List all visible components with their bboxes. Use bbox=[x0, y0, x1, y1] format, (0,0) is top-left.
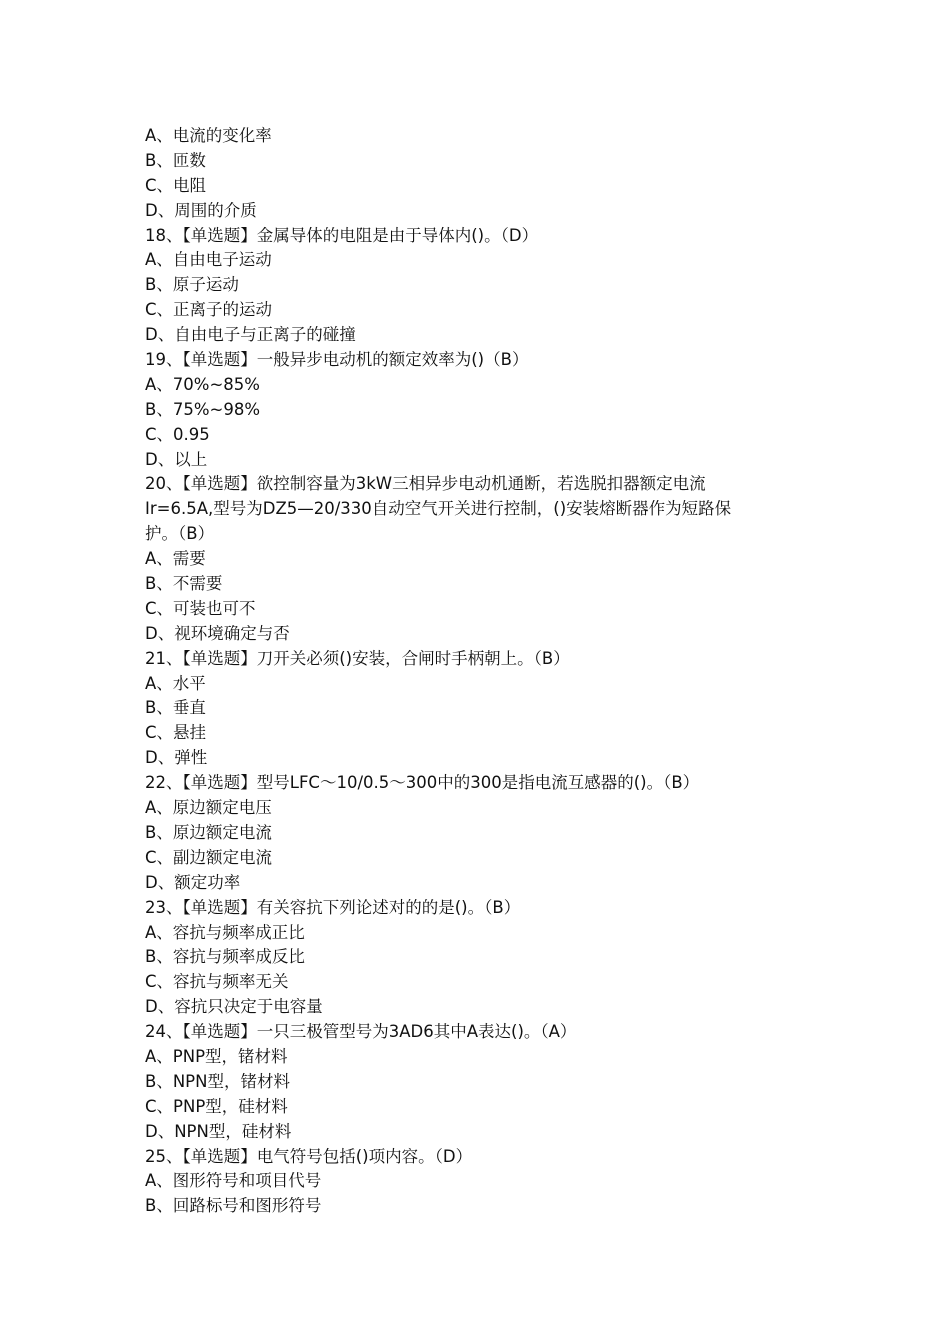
option-line: B、不需要 bbox=[145, 574, 223, 594]
option-line: D、自由电子与正离子的碰撞 bbox=[145, 325, 356, 345]
option-line: B、匝数 bbox=[145, 150, 206, 170]
option-line: A、需要 bbox=[145, 549, 206, 569]
option-line: A、水平 bbox=[145, 673, 206, 693]
option-line: B、容抗与频率成反比 bbox=[145, 947, 305, 967]
option-line: D、以上 bbox=[145, 449, 208, 469]
option-line: C、0.95 bbox=[145, 424, 210, 444]
option-line: D、额定功率 bbox=[145, 872, 241, 892]
option-line: A、70%~85% bbox=[145, 374, 260, 394]
option-line: B、75%~98% bbox=[145, 399, 260, 419]
option-line: C、正离子的运动 bbox=[145, 300, 273, 320]
option-line: C、悬挂 bbox=[145, 723, 207, 743]
option-line: D、视环境确定与否 bbox=[145, 623, 290, 643]
question-line: 25、【单选题】电气符号包括()项内容。（D） bbox=[145, 1146, 473, 1166]
option-line: B、原子运动 bbox=[145, 275, 239, 295]
option-line: A、PNP型，锗材料 bbox=[145, 1046, 288, 1066]
option-line: A、图形符号和项目代号 bbox=[145, 1171, 322, 1191]
option-line: C、容抗与频率无关 bbox=[145, 972, 289, 992]
option-line: D、容抗只决定于电容量 bbox=[145, 997, 323, 1017]
question-line: 22、【单选题】型号LFC～10/0.5～300中的300是指电流互感器的()。（B） bbox=[145, 773, 700, 793]
question-line: 19、【单选题】一般异步电动机的额定效率为()（B） bbox=[145, 350, 529, 370]
option-line: C、副边额定电流 bbox=[145, 847, 273, 867]
question-line: 18、【单选题】金属导体的电阻是由于导体内()。（D） bbox=[145, 225, 539, 245]
option-line: D、NPN型，硅材料 bbox=[145, 1121, 292, 1141]
question-line: 24、【单选题】一只三极管型号为3AD6其中A表达()。（A） bbox=[145, 1022, 577, 1042]
option-line: A、原边额定电压 bbox=[145, 798, 272, 818]
option-line: D、周围的介质 bbox=[145, 200, 257, 220]
option-line: B、垂直 bbox=[145, 698, 206, 718]
option-line: C、PNP型，硅材料 bbox=[145, 1096, 288, 1116]
option-line: C、电阻 bbox=[145, 175, 207, 195]
option-line: D、弹性 bbox=[145, 748, 208, 768]
question-line: 21、【单选题】刀开关必须()安装，合闸时手柄朝上。（B） bbox=[145, 648, 570, 668]
question-list bbox=[145, 124, 810, 1219]
question-line: 20、【单选题】欲控制容量为3kW三相异步电动机通断，若选脱扣器额定电流 bbox=[145, 474, 706, 494]
option-line: C、可装也可不 bbox=[145, 598, 256, 618]
option-line: B、回路标号和图形符号 bbox=[145, 1196, 322, 1216]
option-line: B、NPN型，锗材料 bbox=[145, 1071, 290, 1091]
option-line: A、自由电子运动 bbox=[145, 250, 272, 270]
option-line: A、容抗与频率成正比 bbox=[145, 922, 305, 942]
question-line: 护。（B） bbox=[145, 524, 215, 544]
option-line: B、原边额定电流 bbox=[145, 822, 272, 842]
option-line: A、电流的变化率 bbox=[145, 126, 272, 145]
question-line: Ir=6.5A,型号为DZ5—20/330自动空气开关进行控制，()安装熔断器作为短路保 bbox=[145, 499, 732, 519]
question-line: 23、【单选题】有关容抗下列论述对的的是()。（B） bbox=[145, 897, 521, 917]
